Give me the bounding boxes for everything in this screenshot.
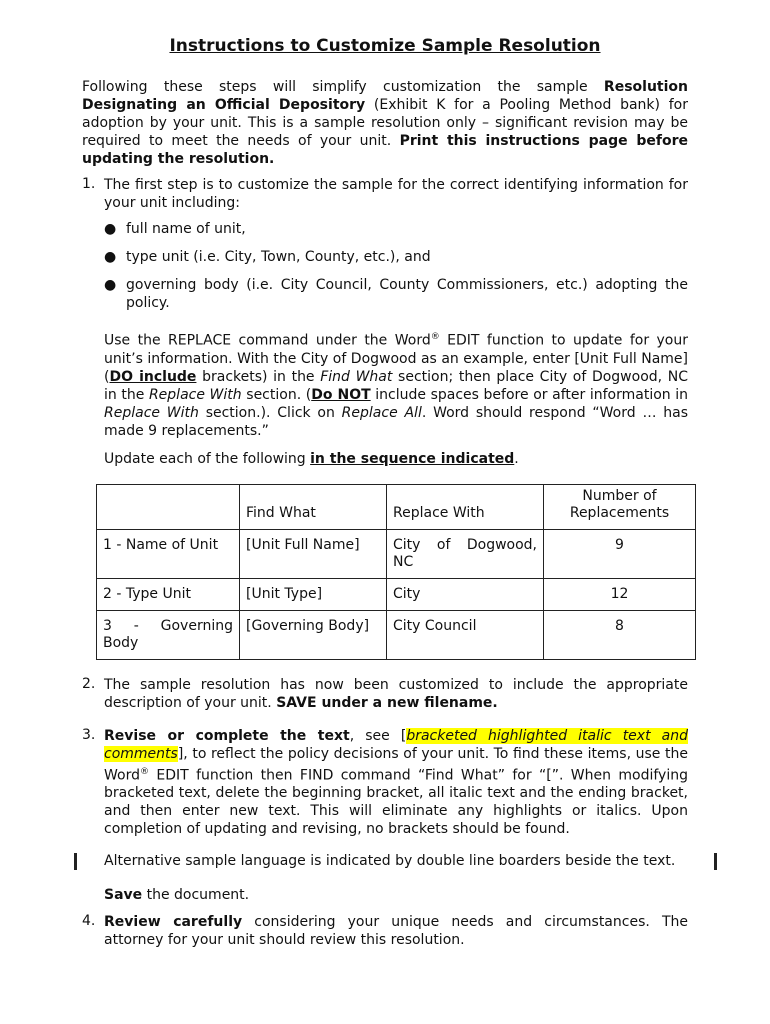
update-instruction xyxy=(104,450,688,468)
replace-instructions xyxy=(104,328,688,440)
page-title: Instructions to Customize Sample Resolution xyxy=(169,36,601,56)
save-emphasis: Save xyxy=(104,887,143,904)
replace-text: Use the REPLACE command under the Word xyxy=(104,332,431,349)
step-1 xyxy=(82,176,688,468)
step-number: 1. xyxy=(82,176,96,192)
alternative-note-text: Alternative sample language is indicated by double line boarders beside the text. xyxy=(104,853,676,870)
step-number: 4. xyxy=(82,913,96,930)
table-cell: 1 - Name of Unit xyxy=(97,529,240,578)
replace-text: include spaces before or after information in xyxy=(370,386,689,403)
step-3-body: , see [ xyxy=(349,727,407,744)
registered-mark: ® xyxy=(139,766,149,777)
table-row xyxy=(97,529,696,578)
review-emphasis: Review carefully xyxy=(104,914,243,931)
save-text: the document. xyxy=(142,887,250,904)
revise-emphasis: Revise or complete the text xyxy=(104,727,350,744)
alternative-language-note xyxy=(104,852,688,870)
replace-text: section; then place City of Dogwood, NC in the xyxy=(104,368,689,403)
table-cell: [Governing Body] xyxy=(240,610,387,659)
bullet-icon: ● xyxy=(104,221,117,237)
table-cell: [Unit Full Name] xyxy=(240,529,387,578)
bullet-icon: ● xyxy=(104,277,117,293)
table-header-cell: Number of Replacements xyxy=(544,484,696,529)
save-filename-emphasis: SAVE under a new filename. xyxy=(276,694,498,711)
table-header-row xyxy=(97,484,696,529)
highlighted-text-sample: bracketed highlighted italic text and comments xyxy=(104,727,688,762)
step-3-text xyxy=(104,727,688,839)
bullet-icon: ● xyxy=(104,249,117,265)
step-1-text: The first step is to customize the sample for the correct identifying information for your unit including: xyxy=(104,177,688,211)
table-cell: [Unit Type] xyxy=(240,578,387,610)
table-cell: 8 xyxy=(544,610,696,659)
intro-text: Following these steps will simplify customization the sample xyxy=(82,79,604,95)
replace-text: section. ( xyxy=(241,386,312,403)
step-number: 2. xyxy=(82,675,96,692)
intro-text-2: (Exhibit K for a Pooling Method bank) for adoption by your unit. This is a sample resolution only – significant revision may be required to meet the needs of your unit. xyxy=(82,97,688,149)
table-cell: City of Dogwood, NC xyxy=(387,529,544,578)
registered-mark: ® xyxy=(430,332,440,342)
bullet-item xyxy=(104,276,688,312)
table-row xyxy=(97,578,696,610)
replace-with-italic: Replace With xyxy=(148,386,242,403)
update-text: Update each of the following xyxy=(104,450,311,467)
document-page xyxy=(82,36,688,949)
replace-with-italic: Replace With xyxy=(104,404,199,421)
bullet-text: governing body (i.e. City Council, County Commissioners, etc.) adopting the policy. xyxy=(126,277,688,311)
find-what-italic: Find What xyxy=(320,368,393,385)
table-cell: 2 - Type Unit xyxy=(97,578,240,610)
replace-text: . Word should respond “Word … has made 9 replacements.” xyxy=(104,404,688,439)
step-4-text xyxy=(104,913,688,949)
replace-text: brackets) in the xyxy=(196,368,321,385)
replace-text: section.). Click on xyxy=(198,404,342,421)
step-4 xyxy=(82,913,688,949)
replace-text: EDIT function to update for your unit’s information. With the City of Dogwood as an example, enter [Unit Full Name] ( xyxy=(104,332,689,385)
table-header-cell xyxy=(97,484,240,529)
table-header-cell: Replace With xyxy=(387,484,544,529)
step-3-body: EDIT function then FIND command “Find What” for “[”. When modifying bracketed text, delete the beginning bracket, all italic text and the ending bracket, and then enter new text. This will eliminate any highlights or italics. Upon completion of updating and revising, no brackets should be found. xyxy=(104,767,688,838)
do-not-emphasis: Do NOT xyxy=(311,386,371,403)
do-include-emphasis: DO include xyxy=(109,368,197,385)
right-border-bar-icon xyxy=(714,853,717,870)
sequence-emphasis: in the sequence indicated xyxy=(310,450,515,467)
replace-all-italic: Replace All xyxy=(341,404,422,421)
table-row xyxy=(97,610,696,659)
table-cell: 9 xyxy=(544,529,696,578)
replacement-table xyxy=(96,484,696,660)
bullet-text: full name of unit, xyxy=(126,221,246,237)
table-cell: City Council xyxy=(387,610,544,659)
intro-paragraph xyxy=(82,78,688,168)
update-text: . xyxy=(514,450,519,467)
step-2-text xyxy=(104,676,688,712)
intro-bold-resolution: Resolution Designating an Official Depository xyxy=(82,79,688,113)
intro-bold-print: Print this instructions page before updating the resolution. xyxy=(82,133,688,167)
table-cell: 12 xyxy=(544,578,696,610)
table-cell: 3 - Governing Body xyxy=(97,610,240,659)
bullet-item xyxy=(104,248,688,266)
step-4-body: considering your unique needs and circumstances. The attorney for your unit should review this resolution. xyxy=(104,914,688,949)
step-3-body: ], to reflect the policy decisions of your unit. To find these items, use the Word xyxy=(104,745,688,784)
left-border-bar-icon xyxy=(74,853,77,870)
step-2 xyxy=(82,676,688,712)
save-document-line xyxy=(104,886,688,904)
table-cell: City xyxy=(387,578,544,610)
bullet-text: type unit (i.e. City, Town, County, etc.), and xyxy=(126,249,431,265)
bullet-item xyxy=(104,220,688,238)
step-3 xyxy=(82,727,688,839)
step-number: 3. xyxy=(82,726,96,743)
table-header-cell: Find What xyxy=(240,484,387,529)
step-2-body: The sample resolution has now been customized to include the appropriate description of your unit. xyxy=(104,676,688,711)
